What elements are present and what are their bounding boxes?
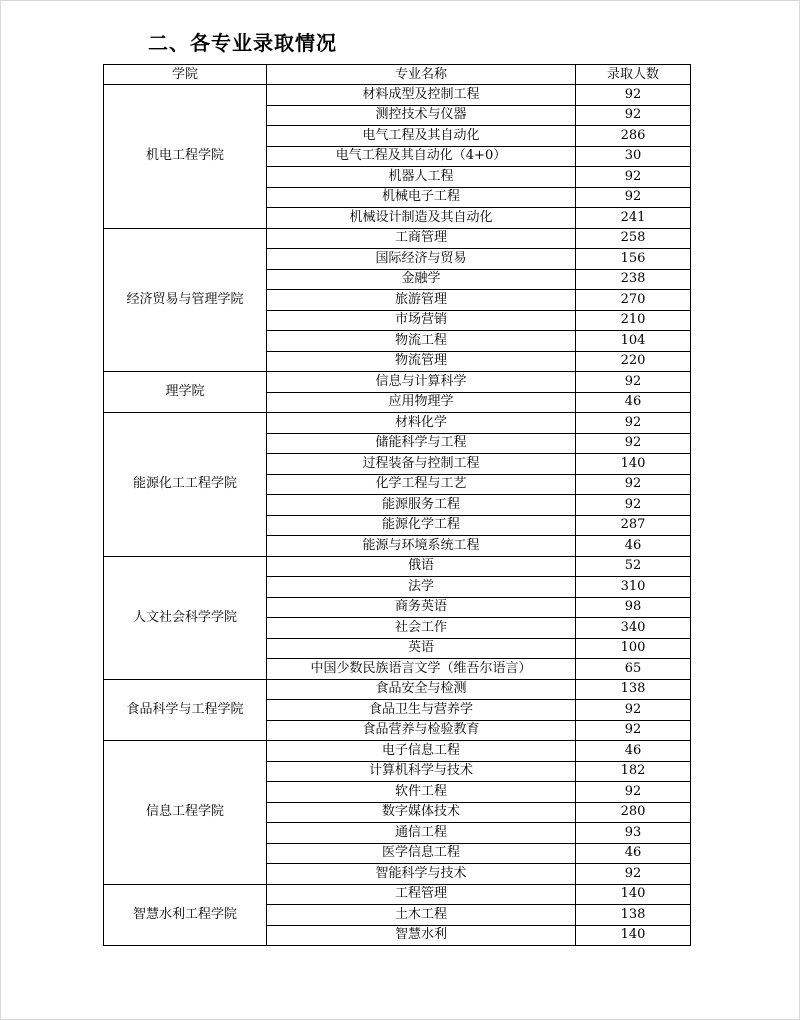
admission-count-cell: 92	[576, 413, 691, 434]
table-row	[104, 413, 691, 434]
major-name-cell: 机器人工程	[267, 167, 576, 188]
table-header-row	[104, 65, 691, 85]
admission-count-cell: 30	[576, 146, 691, 167]
admission-count-cell: 92	[576, 105, 691, 126]
admission-count-cell: 93	[576, 823, 691, 844]
major-name-cell: 能源与环境系统工程	[267, 536, 576, 557]
major-name-cell: 通信工程	[267, 823, 576, 844]
admission-count-cell: 92	[576, 433, 691, 454]
major-name-cell: 物流管理	[267, 351, 576, 372]
major-name-cell: 能源化学工程	[267, 515, 576, 536]
major-name-cell: 医学信息工程	[267, 843, 576, 864]
admission-count-cell: 340	[576, 618, 691, 639]
table-row	[104, 228, 691, 249]
major-name-cell: 国际经济与贸易	[267, 249, 576, 270]
admission-count-cell: 241	[576, 208, 691, 229]
admission-count-cell: 100	[576, 638, 691, 659]
college-name-cell: 信息工程学院	[104, 741, 267, 885]
header-college: 学院	[104, 65, 267, 85]
major-name-cell: 计算机科学与技术	[267, 761, 576, 782]
major-name-cell: 食品安全与检测	[267, 679, 576, 700]
admission-count-cell: 46	[576, 843, 691, 864]
admission-count-cell: 182	[576, 761, 691, 782]
admission-count-cell: 52	[576, 556, 691, 577]
table-row	[104, 85, 691, 106]
table-row	[104, 741, 691, 762]
major-name-cell: 测控技术与仪器	[267, 105, 576, 126]
admission-count-cell: 156	[576, 249, 691, 270]
admission-count-cell: 92	[576, 167, 691, 188]
major-name-cell: 土木工程	[267, 905, 576, 926]
table-row	[104, 372, 691, 393]
major-name-cell: 社会工作	[267, 618, 576, 639]
admission-count-cell: 46	[576, 536, 691, 557]
admission-count-cell: 92	[576, 495, 691, 516]
admission-count-cell: 140	[576, 454, 691, 475]
table-body	[104, 85, 691, 946]
admission-count-cell: 92	[576, 372, 691, 393]
college-name-cell: 理学院	[104, 372, 267, 413]
admission-count-cell: 220	[576, 351, 691, 372]
admission-count-cell: 310	[576, 577, 691, 598]
college-name-cell: 食品科学与工程学院	[104, 679, 267, 741]
major-name-cell: 工程管理	[267, 884, 576, 905]
admission-count-cell: 92	[576, 864, 691, 885]
college-name-cell: 智慧水利工程学院	[104, 884, 267, 946]
major-name-cell: 电子信息工程	[267, 741, 576, 762]
admission-count-cell: 238	[576, 269, 691, 290]
college-name-cell: 经济贸易与管理学院	[104, 228, 267, 372]
major-name-cell: 市场营销	[267, 310, 576, 331]
admission-count-cell: 138	[576, 679, 691, 700]
major-name-cell: 数字媒体技术	[267, 802, 576, 823]
major-name-cell: 食品营养与检验教育	[267, 720, 576, 741]
admission-count-cell: 138	[576, 905, 691, 926]
admission-count-cell: 280	[576, 802, 691, 823]
admission-count-cell: 140	[576, 884, 691, 905]
major-name-cell: 法学	[267, 577, 576, 598]
major-name-cell: 中国少数民族语言文学（维吾尔语言）	[267, 659, 576, 680]
major-name-cell: 物流工程	[267, 331, 576, 352]
admission-count-cell: 98	[576, 597, 691, 618]
admission-count-cell: 92	[576, 700, 691, 721]
major-name-cell: 食品卫生与营养学	[267, 700, 576, 721]
major-name-cell: 工商管理	[267, 228, 576, 249]
table-row	[104, 884, 691, 905]
major-name-cell: 金融学	[267, 269, 576, 290]
college-name-cell: 机电工程学院	[104, 85, 267, 229]
major-name-cell: 英语	[267, 638, 576, 659]
major-name-cell: 俄语	[267, 556, 576, 577]
major-name-cell: 机械电子工程	[267, 187, 576, 208]
admission-count-cell: 92	[576, 474, 691, 495]
major-name-cell: 智能科学与技术	[267, 864, 576, 885]
major-name-cell: 智慧水利	[267, 925, 576, 946]
major-name-cell: 电气工程及其自动化（4+0）	[267, 146, 576, 167]
admission-count-cell: 210	[576, 310, 691, 331]
admission-count-cell: 287	[576, 515, 691, 536]
major-name-cell: 商务英语	[267, 597, 576, 618]
major-name-cell: 电气工程及其自动化	[267, 126, 576, 147]
major-name-cell: 材料成型及控制工程	[267, 85, 576, 106]
table-row	[104, 679, 691, 700]
major-name-cell: 信息与计算科学	[267, 372, 576, 393]
college-name-cell: 人文社会科学学院	[104, 556, 267, 679]
header-count: 录取人数	[576, 65, 691, 85]
major-name-cell: 能源服务工程	[267, 495, 576, 516]
college-name-cell: 能源化工工程学院	[104, 413, 267, 557]
header-major: 专业名称	[267, 65, 576, 85]
major-name-cell: 机械设计制造及其自动化	[267, 208, 576, 229]
table-row	[104, 556, 691, 577]
admission-count-cell: 286	[576, 126, 691, 147]
major-name-cell: 过程装备与控制工程	[267, 454, 576, 475]
admission-table	[103, 64, 691, 946]
admission-count-cell: 65	[576, 659, 691, 680]
major-name-cell: 化学工程与工艺	[267, 474, 576, 495]
admission-count-cell: 258	[576, 228, 691, 249]
admission-count-cell: 46	[576, 741, 691, 762]
admission-count-cell: 104	[576, 331, 691, 352]
admission-count-cell: 92	[576, 85, 691, 106]
admission-count-cell: 46	[576, 392, 691, 413]
major-name-cell: 旅游管理	[267, 290, 576, 311]
admission-count-cell: 92	[576, 720, 691, 741]
major-name-cell: 材料化学	[267, 413, 576, 434]
major-name-cell: 软件工程	[267, 782, 576, 803]
admission-count-cell: 92	[576, 187, 691, 208]
major-name-cell: 储能科学与工程	[267, 433, 576, 454]
admission-count-cell: 270	[576, 290, 691, 311]
admission-count-cell: 140	[576, 925, 691, 946]
page-title: 二、各专业录取情况	[148, 31, 337, 55]
admission-count-cell: 92	[576, 782, 691, 803]
major-name-cell: 应用物理学	[267, 392, 576, 413]
